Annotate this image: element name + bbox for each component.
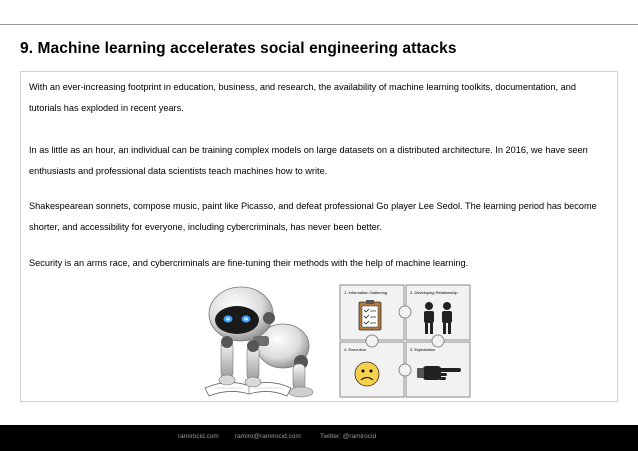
footer-website-link[interactable]: ramirocid.com	[178, 433, 219, 440]
paragraph-1: With an ever-increasing footprint in education, business, and research, the availability of machine learning toolkits, documentation, and tutorials has exploded in recent years.	[29, 82, 576, 113]
top-divider	[0, 24, 638, 25]
footer-bar	[0, 425, 638, 451]
puzzle-piece-3-label: 3. Exploitation	[410, 347, 436, 352]
content-box	[20, 71, 618, 402]
social-engineering-puzzle-illustration	[339, 284, 473, 400]
paragraph-2: In as little as an hour, an individual can be training complex models on large datasets on a distributed architecture. In 2016, we have seen enthusiasts and professional data scientists teach machines how to write.	[29, 145, 588, 176]
clipboard-icon	[359, 300, 381, 330]
footer-email-link[interactable]: ramiro@ramirocid.com	[235, 433, 301, 440]
puzzle-piece-1-label: 1. Information Gathering	[344, 290, 388, 295]
slide-title: 9. Machine learning accelerates social engineering attacks	[20, 40, 457, 57]
robot-reading-illustration	[183, 284, 318, 402]
footer-twitter-link[interactable]: Twitter: @ramirocid	[320, 433, 377, 440]
puzzle-piece-4-label: 4. Execution	[344, 347, 367, 352]
sad-face-icon	[355, 362, 379, 386]
puzzle-piece-2-label: 2. Developing Relationship	[410, 290, 458, 295]
paragraph-4: Security is an arms race, and cybercriminals are fine-tuning their methods with the help of machine learning.	[29, 258, 469, 268]
paragraph-3: Shakespearean sonnets, compose music, paint like Picasso, and defeat professional Go player Lee Sedol. The learning period has become shorter, and accessibility for everyone, including cybercriminals, has never been better.	[29, 201, 597, 232]
